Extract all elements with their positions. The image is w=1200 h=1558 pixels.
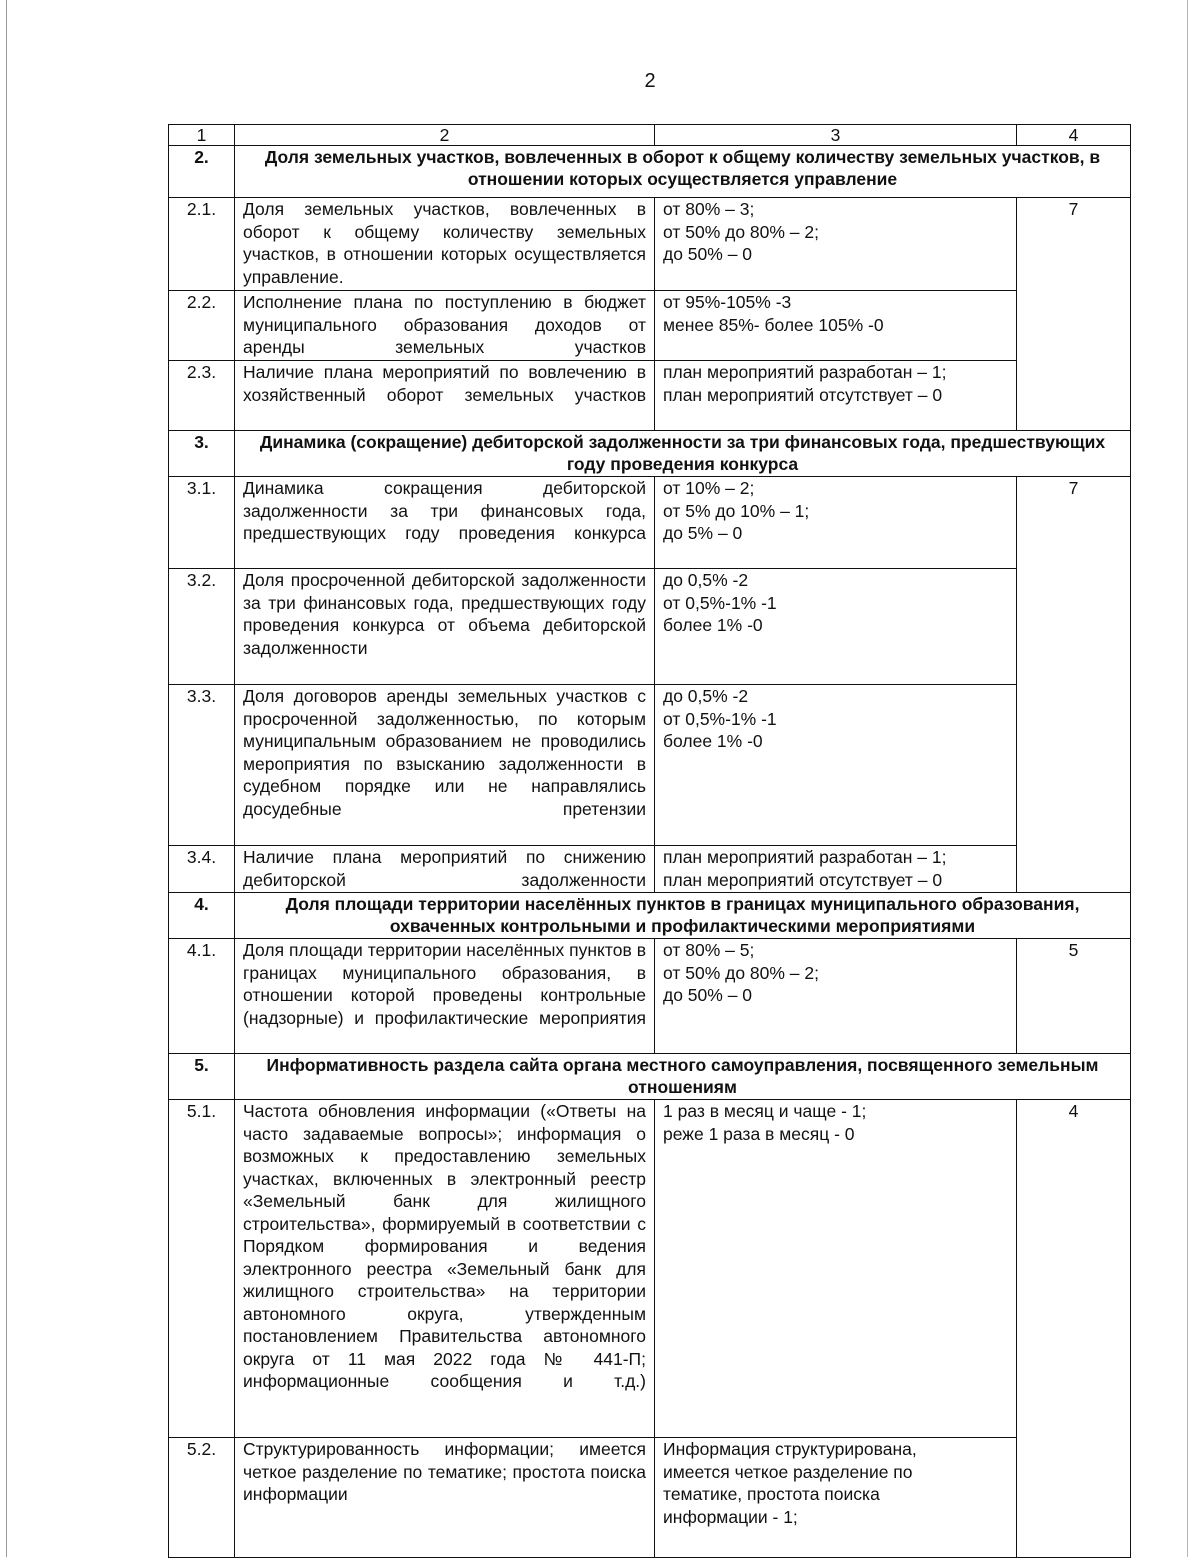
column-number: 4 bbox=[1017, 125, 1131, 146]
row-criteria bbox=[655, 1438, 1017, 1558]
criteria-line: от 50% до 80% – 2; bbox=[663, 962, 819, 983]
column-number-row bbox=[169, 125, 1131, 146]
column-number: 3 bbox=[655, 125, 1017, 146]
criteria-line: до 0,5% -2 bbox=[663, 686, 749, 706]
row-description: Исполнение плана по поступлению в бюджет муниципального образования доходов от аренды земельных участков bbox=[235, 291, 655, 361]
criteria-line: от 80% – 3; bbox=[663, 199, 755, 219]
criteria-line: от 50% до 80% – 2; bbox=[663, 221, 819, 242]
section-number: 4. bbox=[169, 893, 235, 939]
criteria-line: от 5% до 10% – 1; bbox=[663, 500, 810, 521]
criteria-line: до 50% – 0 bbox=[663, 985, 753, 1005]
row-description: Доля площади территории населённых пунктов в границах муниципального образования, в отношении которой проведены контрольные (надзорные) и профилактические мероприятия bbox=[235, 939, 655, 1054]
row-description: Доля договоров аренды земельных участков с просроченной задолженностью, по которым муниципальным образованием не проводились мероприятия по взысканию задолженности в судебном порядке или не направлялись досудебные претензии bbox=[235, 685, 655, 846]
criteria-line: до 50% – 0 bbox=[663, 244, 753, 264]
criteria-line: план мероприятий разработан – 1; bbox=[663, 362, 947, 382]
table-row bbox=[169, 361, 1131, 431]
row-number: 3.4. bbox=[169, 846, 235, 893]
row-description: Доля земельных участков, вовлеченных в оборот к общему количеству земельных участков, в отношении которых осуществляется управление. bbox=[235, 198, 655, 291]
section-number: 2. bbox=[169, 146, 235, 198]
page-edge-right bbox=[1187, 0, 1188, 1557]
criteria-line: Информация структурирована, bbox=[663, 1439, 917, 1459]
row-description: Наличие плана мероприятий по снижению дебиторской задолженности bbox=[235, 846, 655, 893]
section-title: Доля земельных участков, вовлеченных в оборот к общему количеству земельных участков, в отношении которых осуществляется управление bbox=[235, 146, 1131, 198]
section-title: Доля площади территории населённых пунктов в границах муниципального образования, охваченных контрольными и профилактическими мероприятиями bbox=[235, 893, 1131, 939]
section-title: Информативность раздела сайта органа местного самоуправления, посвященного земельным отношениям bbox=[235, 1054, 1131, 1100]
row-criteria bbox=[655, 1100, 1017, 1438]
row-number: 3.2. bbox=[169, 569, 235, 685]
row-criteria bbox=[655, 569, 1017, 685]
criteria-line: тематике, простота поиска bbox=[663, 1484, 880, 1504]
section-row bbox=[169, 431, 1131, 477]
table-row bbox=[169, 685, 1131, 846]
criteria-line: план мероприятий отсутствует – 0 bbox=[663, 384, 943, 405]
criteria-line: информации - 1; bbox=[663, 1506, 798, 1527]
criteria-line: план мероприятий отсутствует – 0 bbox=[663, 869, 943, 890]
row-description: Структурированность информации; имеется четкое разделение по тематике; простота поиска информации bbox=[235, 1438, 655, 1558]
row-number: 3.3. bbox=[169, 685, 235, 846]
criteria-line: до 0,5% -2 bbox=[663, 570, 749, 590]
criteria-line: от 95%-105% -3 bbox=[663, 292, 792, 312]
row-number: 3.1. bbox=[169, 477, 235, 569]
table-row bbox=[169, 569, 1131, 685]
page-edge-left bbox=[6, 0, 7, 1557]
section-row bbox=[169, 1054, 1131, 1100]
criteria-line: более 1% -0 bbox=[663, 615, 763, 635]
section-score: 5 bbox=[1017, 939, 1131, 1054]
section-score: 7 bbox=[1017, 477, 1131, 893]
column-number: 2 bbox=[235, 125, 655, 146]
page-number: 2 bbox=[644, 70, 656, 92]
row-description: Доля просроченной дебиторской задолженности за три финансовых года, предшествующих году проведения конкурса от объема дебиторской задолженности bbox=[235, 569, 655, 685]
section-score: 4 bbox=[1017, 1100, 1131, 1558]
criteria-line: от 10% – 2; bbox=[663, 478, 755, 498]
section-title: Динамика (сокращение) дебиторской задолженности за три финансовых года, предшествующих году проведения конкурса bbox=[235, 431, 1131, 477]
criteria-line: до 5% – 0 bbox=[663, 523, 743, 543]
row-number: 2.1. bbox=[169, 198, 235, 291]
section-score: 7 bbox=[1017, 198, 1131, 431]
row-number: 5.2. bbox=[169, 1438, 235, 1558]
row-description: Динамика сокращения дебиторской задолженности за три финансовых года, предшествующих году проведения конкурса bbox=[235, 477, 655, 569]
criteria-line: от 0,5%-1% -1 bbox=[663, 592, 777, 613]
section-row bbox=[169, 146, 1131, 198]
section-number: 5. bbox=[169, 1054, 235, 1100]
criteria-line: менее 85%- более 105% -0 bbox=[663, 314, 884, 335]
row-criteria bbox=[655, 846, 1017, 893]
criteria-line: от 0,5%-1% -1 bbox=[663, 708, 777, 729]
section-row bbox=[169, 893, 1131, 939]
criteria-line: 1 раз в месяц и чаще - 1; bbox=[663, 1101, 867, 1121]
table-row bbox=[169, 1100, 1131, 1438]
row-criteria bbox=[655, 198, 1017, 291]
table-row bbox=[169, 477, 1131, 569]
criteria-line: реже 1 раза в месяц - 0 bbox=[663, 1123, 855, 1144]
table-row bbox=[169, 939, 1131, 1054]
row-criteria bbox=[655, 361, 1017, 431]
section-number: 3. bbox=[169, 431, 235, 477]
row-criteria bbox=[655, 685, 1017, 846]
criteria-line: более 1% -0 bbox=[663, 731, 763, 751]
row-description: Частота обновления информации («Ответы на часто задаваемые вопросы»; информация о возможных к предоставлению земельных участках, включенных в электронный реестр «Земельный банк для жилищного строительства», формируемый в соответствии с Порядком формирования и ведения электронного реестра «Земельный банк для жилищного строительства» на территории автономного округа, утвержденным постановлением Правительства автономного округа от 11 мая 2022 года № 441-П; информационные сообщения и т.д.) bbox=[235, 1100, 655, 1438]
row-number: 4.1. bbox=[169, 939, 235, 1054]
table-row bbox=[169, 198, 1131, 291]
table-row bbox=[169, 291, 1131, 361]
criteria-table bbox=[168, 124, 1131, 1558]
row-description: Наличие плана мероприятий по вовлечению в хозяйственный оборот земельных участков bbox=[235, 361, 655, 431]
column-number: 1 bbox=[169, 125, 235, 146]
row-criteria bbox=[655, 939, 1017, 1054]
row-number: 2.2. bbox=[169, 291, 235, 361]
row-number: 5.1. bbox=[169, 1100, 235, 1438]
row-criteria bbox=[655, 291, 1017, 361]
criteria-line: план мероприятий разработан – 1; bbox=[663, 847, 947, 867]
criteria-line: имеется четкое разделение по bbox=[663, 1461, 913, 1482]
table-row bbox=[169, 846, 1131, 893]
criteria-line: от 80% – 5; bbox=[663, 940, 755, 960]
row-criteria bbox=[655, 477, 1017, 569]
table-row bbox=[169, 1438, 1131, 1558]
row-number: 2.3. bbox=[169, 361, 235, 431]
